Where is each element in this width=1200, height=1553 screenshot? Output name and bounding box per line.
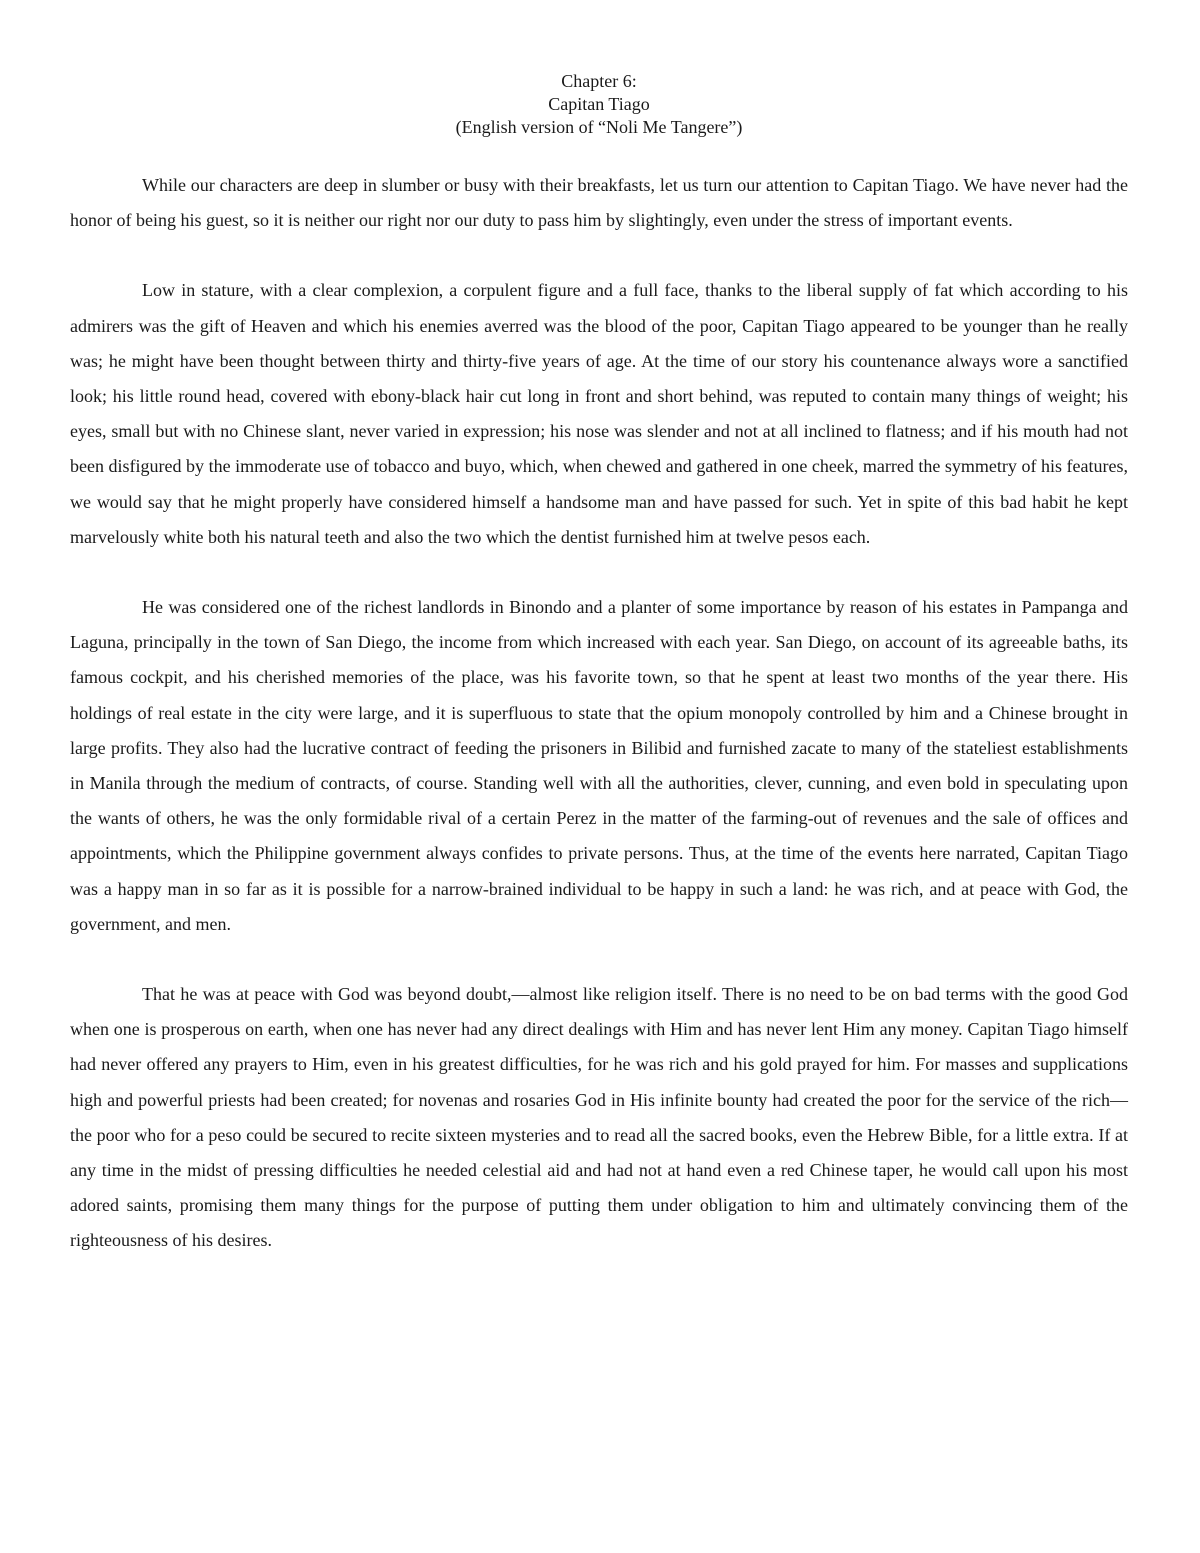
chapter-subtitle: (English version of “Noli Me Tangere”) (455, 117, 743, 137)
body-paragraph-4: That he was at peace with God was beyond doubt,—almost like religion itself. There is no need to be on bad terms with the good God when one is prosperous on earth, when one has never had any direct dealings with Him and has never lent Him any money. Capitan Tiago himself had never offered any prayers to Him, even in his greatest difficulties, for he was rich and his gold prayed for him. For masses and supplications high and powerful priests had been created; for novenas and rosaries God in His infinite bounty had created the poor for the service of the rich—the poor who for a peso could be secured to recite sixteen mysteries and to read all the sacred books, even the Hebrew Bible, for a little extra. If at any time in the midst of pressing difficulties he needed celestial aid and had not at hand even a red Chinese taper, he would call upon his most adored saints, promising them many things for the purpose of putting them under obligation to him and ultimately convincing them of the righteousness of his desires. (70, 984, 1128, 1251)
chapter-label: Chapter 6: (561, 71, 637, 91)
body-paragraph-2: Low in stature, with a clear complexion, a corpulent figure and a full face, thanks to the liberal supply of fat which according to his admirers was the gift of Heaven and which his enemies averred was the blood of the poor, Capitan Tiago appeared to be younger than he really was; he might have been thought between thirty and thirty-five years of age. At the time of our story his countenance always wore a sanctified look; his little round head, covered with ebony-black hair cut long in front and short behind, was reputed to contain many things of weight; his eyes, small but with no Chinese slant, never varied in expression; his nose was slender and not at all inclined to flatness; and if his mouth had not been disfigured by the immoderate use of tobacco and buyo, which, when chewed and gathered in one cheek, marred the symmetry of his features, we would say that he might properly have considered himself a handsome man and have passed for such. Yet in spite of this bad habit he kept marvelously white both his natural teeth and also the two which the dentist furnished him at twelve pesos each. (70, 280, 1128, 547)
document-body (70, 168, 1128, 1259)
heading-block (70, 70, 1128, 139)
body-paragraph-3: He was considered one of the richest landlords in Binondo and a planter of some importance by reason of his estates in Pampanga and Laguna, principally in the town of San Diego, the income from which increased with each year. San Diego, on account of its agreeable baths, its famous cockpit, and his cherished memories of the place, was his favorite town, so that he spent at least two months of the year there. His holdings of real estate in the city were large, and it is superfluous to state that the opium monopoly controlled by him and a Chinese brought in large profits. They also had the lucrative contract of feeding the prisoners in Bilibid and furnished zacate to many of the stateliest establishments in Manila through the medium of contracts, of course. Standing well with all the authorities, clever, cunning, and even bold in speculating upon the wants of others, he was the only formidable rival of a certain Perez in the matter of the farming-out of revenues and the sale of offices and appointments, which the Philippine government always confides to private persons. Thus, at the time of the events here narrated, Capitan Tiago was a happy man in so far as it is possible for a narrow-brained individual to be happy in such a land: he was rich, and at peace with God, the government, and men. (70, 597, 1128, 934)
body-paragraph-1: While our characters are deep in slumber or busy with their breakfasts, let us turn our attention to Capitan Tiago. We have never had the honor of being his guest, so it is neither our right nor our duty to pass him by slightingly, even under the stress of important events. (70, 175, 1128, 231)
document-page (70, 70, 1128, 1259)
chapter-title: Capitan Tiago (548, 94, 650, 114)
